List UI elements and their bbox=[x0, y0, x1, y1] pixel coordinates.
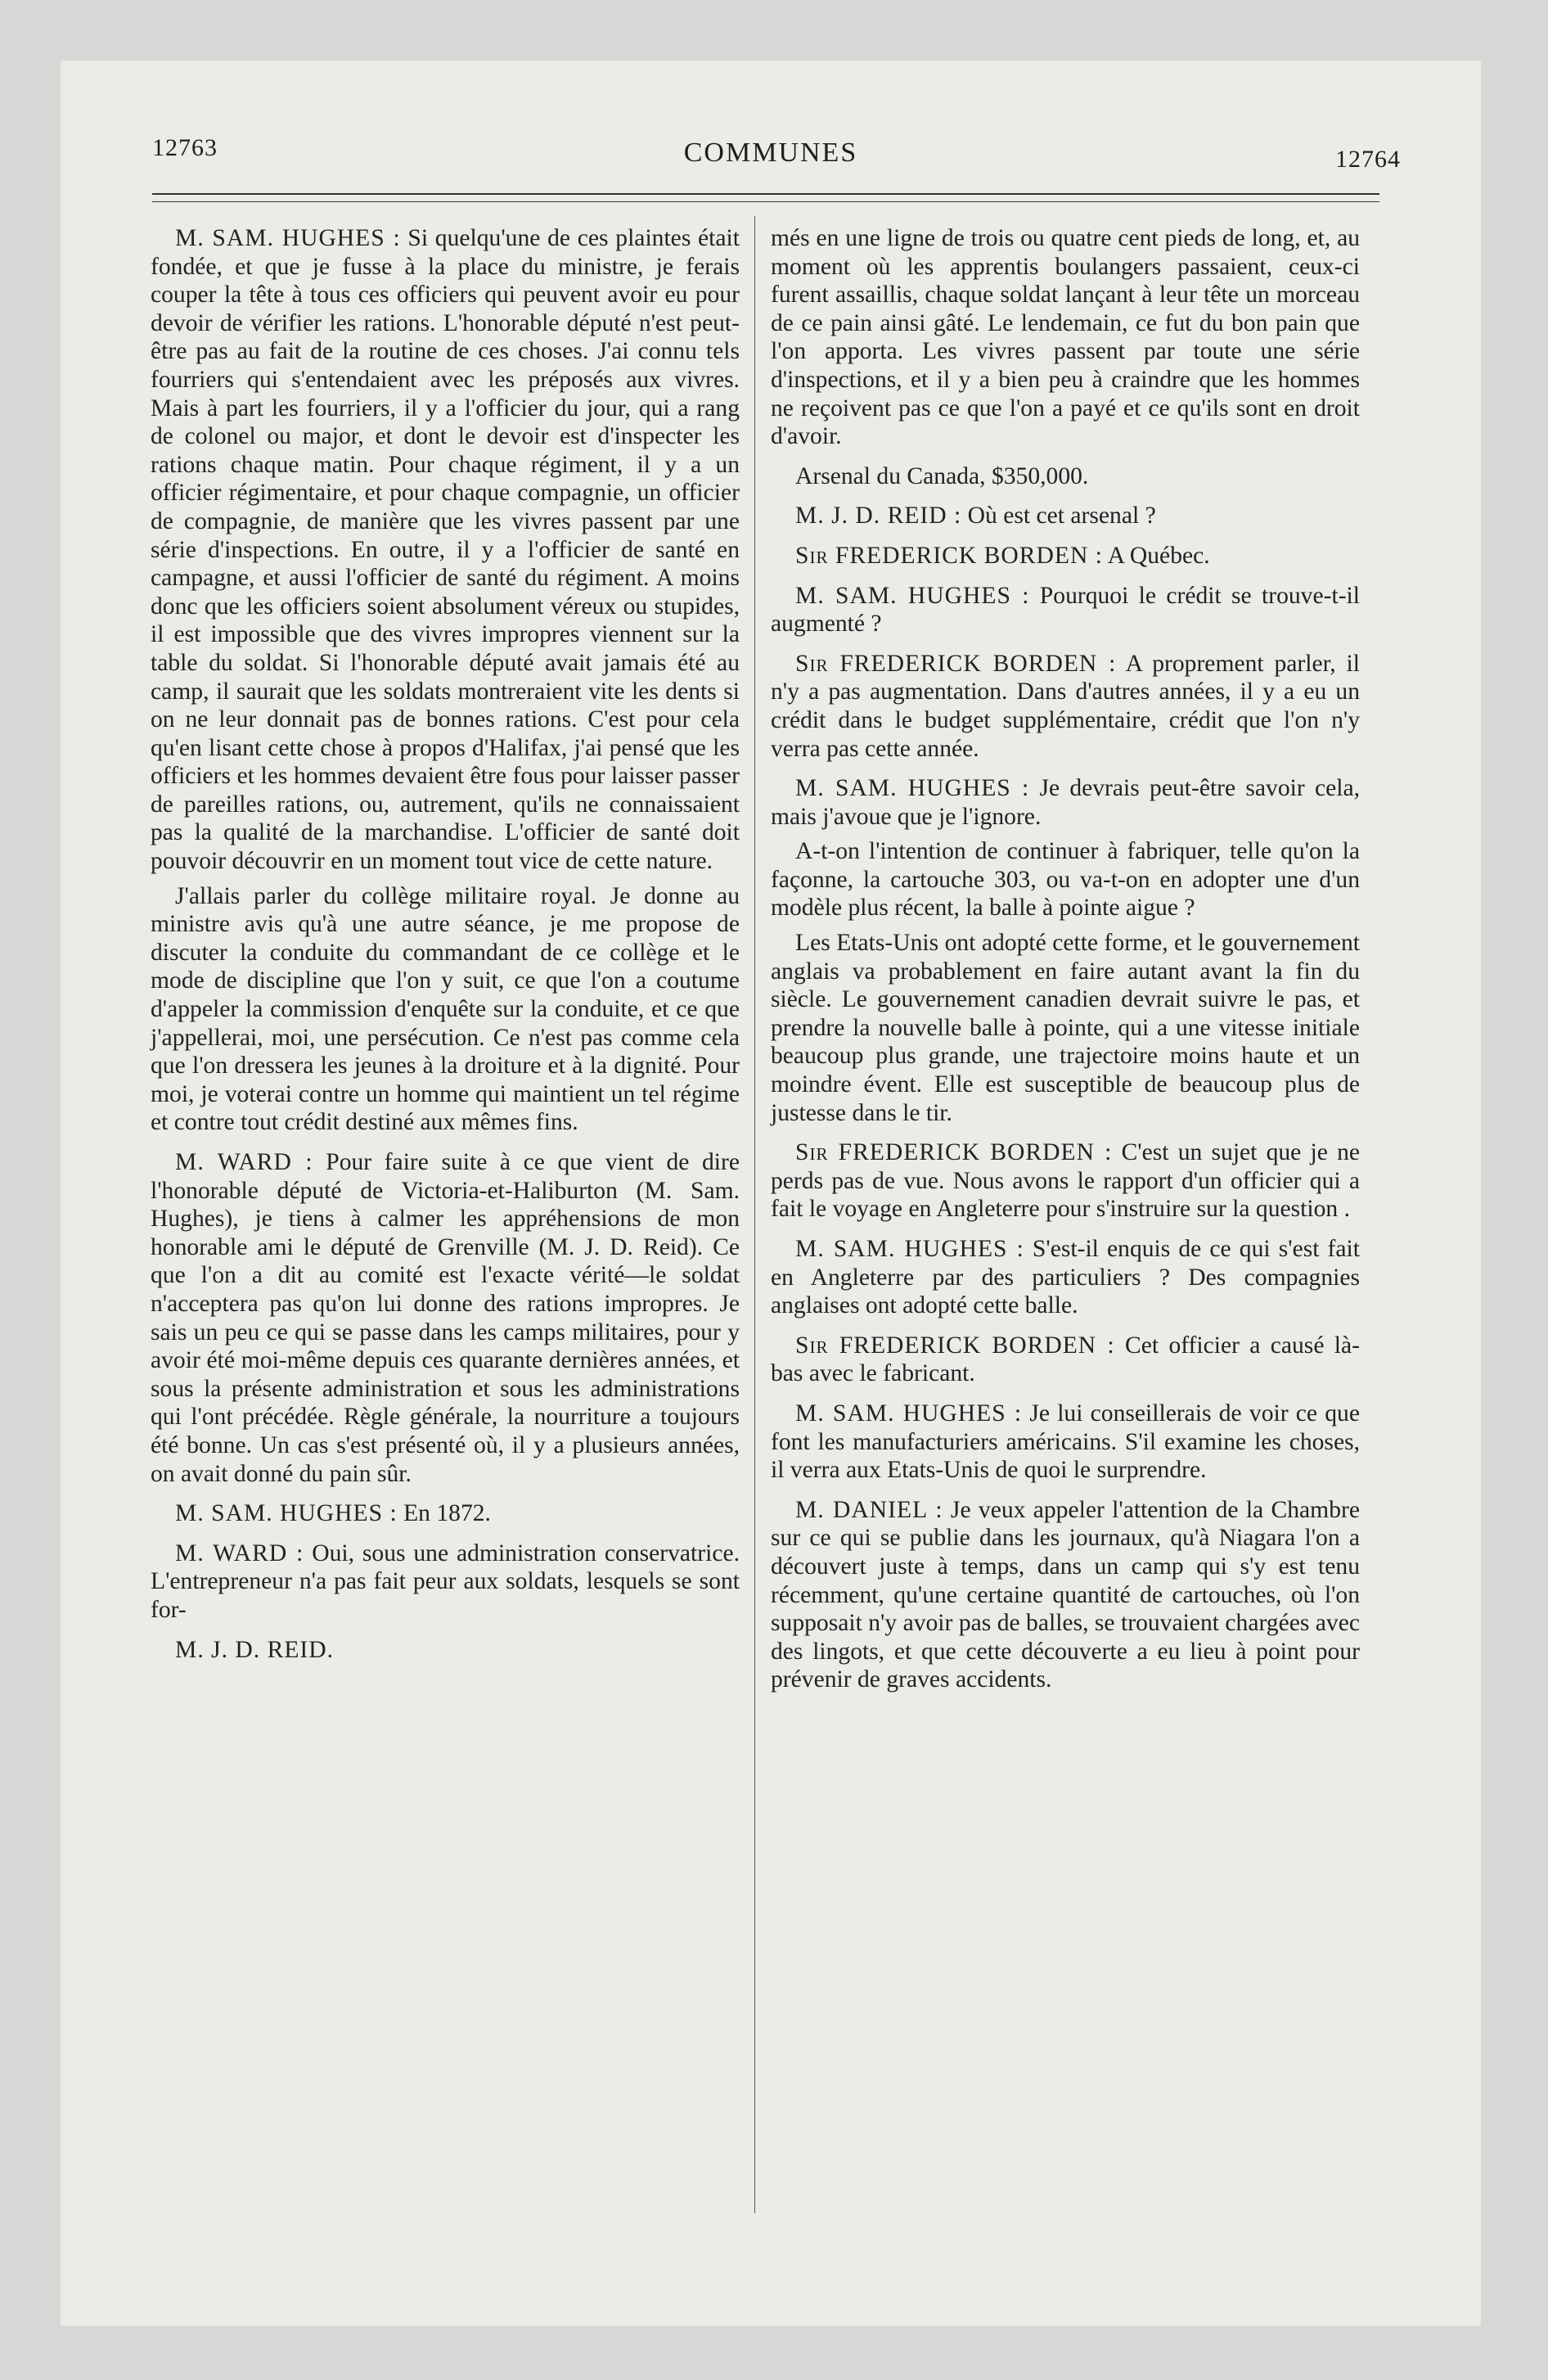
header-rule-thin bbox=[152, 201, 1379, 202]
paragraph bbox=[151, 1539, 740, 1625]
paragraph-text: Cet officier a causé là-bas avec le fabricant. bbox=[771, 1332, 1360, 1387]
paragraph-text: més en une ligne de trois ou quatre cent pieds de long, et, au moment où les apprentis boulangers passaient, ceux-ci furent assaillis, chaque soldat lançant à leur tête un morceau de ce pain ainsi gâté. Le lendemain, ce fut du bon pain que l'on apporta. Les vivres passent par toute une série d'inspections, et il y a bien peu à craindre que les hommes ne reçoivent pas ce que l'on a payé et ce qu'ils sont en droit d'avoir. bbox=[771, 225, 1360, 450]
speaker-name: M. DANIEL : bbox=[795, 1496, 943, 1523]
paragraph bbox=[771, 1138, 1360, 1224]
paragraph bbox=[771, 1496, 1360, 1694]
paragraph-text: Pour faire suite à ce que vient de dire l'honorable député de Victoria-et-Haliburton (M. Sam. Hughes), je tiens à calmer les appréhensions de mon honorable ami le député de Grenville (M. J. D. Reid). Ce que l'on a dit au comité est l'exacte vérité—le soldat n'acceptera pas qu'on lui donne des rations impropres. Je sais un peu ce qui se passe dans les camps militaires, pour y avoir été moi-même depuis ces quarante dernières années, et sous la présente administration et sous les administrations qui l'ont précédée. Règle générale, la nourriture a toujours été bonne. Un cas s'est présenté où, il y a plusieurs années, on avait donné du pain sûr. bbox=[151, 1149, 740, 1487]
paragraph-text: Les Etats-Unis ont adopté cette forme, et le gouvernement anglais va probablement en faire autant avant la fin du siècle. Le gouvernement canadien devrait suivre le pas, et prendre la nouvelle balle à pointe, qui a une vitesse initiale beaucoup plus grande, une trajectoire moins haute et un moindre évent. Elle est susceptible de beaucoup plus de justesse dans le tir. bbox=[771, 930, 1360, 1126]
paragraph bbox=[771, 1235, 1360, 1320]
paragraph bbox=[771, 502, 1360, 530]
paragraph bbox=[771, 1332, 1360, 1388]
right-column bbox=[771, 224, 1360, 1701]
speaker-name: M. WARD : bbox=[175, 1149, 313, 1175]
paragraph-text: Je veux appeler l'attention de la Chambre sur ce qui se publie dans les journaux, qu'à Niagara l'on a découvert juste à temps, dans un camp qui s'y est tenu récemment, qu'une certaine quantité de cartouches, où l'on supposait n'y avoir pas de balles, se trouvaient chargées avec des lingots, et que cette découverte a eu lieu à point pour prévenir de graves accidents. bbox=[771, 1496, 1360, 1693]
paragraph-text: C'est un sujet que je ne perds pas de vue. Nous avons le rapport d'un officier qui a fait le voyage en Angleterre pour s'instruire sur la question . bbox=[771, 1139, 1360, 1223]
speaker-name: Sir FREDERICK BORDEN : bbox=[795, 650, 1117, 677]
speaker-name: Sir FREDERICK BORDEN : bbox=[795, 542, 1103, 569]
paragraph-text: A proprement parler, il n'y a pas augmentation. Dans d'autres années, il y a eu un crédit dans le budget supplémentaire, crédit que l'on n'y verra pas cette année. bbox=[771, 650, 1360, 762]
paragraph bbox=[151, 224, 740, 876]
column-divider bbox=[754, 216, 755, 2213]
paragraph bbox=[151, 882, 740, 1137]
paragraph bbox=[771, 929, 1360, 1127]
paragraph-text: En 1872. bbox=[397, 1500, 491, 1527]
paragraph bbox=[771, 1400, 1360, 1485]
paragraph-text: Oui, sous une administration conservatrice. L'entrepreneur n'a pas fait peur aux soldats, lesquels se sont for- bbox=[151, 1539, 740, 1623]
paragraph-text: S'est-il enquis de ce qui s'est fait en Angleterre par des particuliers ? Des compagnies anglaises ont adopté cette balle. bbox=[771, 1236, 1360, 1319]
speaker-name: M. SAM. HUGHES : bbox=[175, 225, 401, 251]
speaker-name: M. SAM. HUGHES : bbox=[175, 1500, 398, 1527]
page-header-title: COMMUNES bbox=[683, 137, 858, 168]
paragraph bbox=[771, 774, 1360, 831]
paragraph bbox=[771, 542, 1360, 570]
paragraph-text: A-t-on l'intention de continuer à fabriquer, telle qu'on la façonne, la cartouche 303, ou va-t-on en adopter une d'un modèle plus récent, la balle à pointe aigue ? bbox=[771, 838, 1360, 922]
paragraph bbox=[771, 224, 1360, 451]
speaker-name: M. SAM. HUGHES : bbox=[795, 1236, 1024, 1262]
paragraph-text: Je lui conseillerais de voir ce que font les manufacturiers américains. S'il examine les choses, il verra aux Etats-Unis de quoi le surprendre. bbox=[771, 1400, 1360, 1484]
speaker-name: Sir FREDERICK BORDEN : bbox=[795, 1139, 1113, 1166]
speaker-name: M. SAM. HUGHES : bbox=[795, 1400, 1023, 1427]
speaker-name: M. J. D. REID. bbox=[175, 1636, 335, 1663]
paragraph bbox=[151, 1499, 740, 1528]
paragraph-text: A Québec. bbox=[1102, 542, 1210, 569]
paragraph-text: J'allais parler du collège militaire royal. Je donne au ministre avis qu'à une autre séance, je me propose de discuter la conduite du commandant de ce collège et le mode de discipline que l'on y suit, ce que l'on a coutume d'appeler la commission d'enquête sur la conduite, et ce que j'appellerai, moi, une persécution. Ce n'est pas comme cela que l'on dressera les jeunes à la droiture et à la dignité. Pour moi, je voterai contre un homme qui maintient un tel régime et contre tout crédit destiné aux mêmes fins. bbox=[151, 882, 740, 1136]
speaker-name: M. SAM. HUGHES : bbox=[795, 775, 1030, 802]
speaker-name: M. SAM. HUGHES : bbox=[795, 582, 1030, 609]
header-rule bbox=[152, 193, 1379, 195]
paragraph bbox=[151, 1148, 740, 1488]
scanned-page bbox=[61, 61, 1481, 2326]
left-page-number: 12763 bbox=[152, 134, 218, 161]
speaker-name: Sir FREDERICK BORDEN : bbox=[795, 1332, 1115, 1359]
paragraph bbox=[771, 837, 1360, 922]
paragraph-text: Si quelqu'une de ces plaintes était fondée, et que je fusse à la place du ministre, je ferais couper la tête à tous ces officiers qui peuvent avoir eu pour devoir de vérifier les rations. L'honorable député n'est peut-être pas au fait de la routine de ces choses. J'ai connu tels fourriers qui s'entendaient avec les préposés aux vivres. Mais à part les fourriers, il y a l'officier du jour, qui a rang de colonel ou major, et dont le devoir est d'inspecter les rations chaque matin. Pour chaque régiment, il y a un officier régimentaire, et pour chaque compagnie, un officier de compagnie, de manière que les vivres passent par une série d'inspections. En outre, il y a l'officier de santé en campagne, et aussi l'officier de santé du régiment. A moins donc que les officiers soient absolument véreux ou stupides, il est impossible que des vivres impropres viennent sur la table du soldat. Si l'honorable député avait jamais été au camp, il saurait que les soldats montreraient vite les dents si on ne leur donnait pas de bonnes rations. C'est pour cela qu'en lisant cette chose à propos d'Halifax, j'ai pensé que les officiers et les hommes devaient être fous pour laisser passer de pareilles rations, ou, autrement, qu'ils ne connaissaient pas la qualité de la marchandise. L'officier de santé doit pouvoir découvrir en un moment tout vice de cette nature. bbox=[151, 225, 740, 875]
speaker-name: M. J. D. REID : bbox=[795, 503, 962, 530]
right-page-number: 12764 bbox=[1335, 146, 1401, 173]
paragraph bbox=[771, 650, 1360, 763]
paragraph-text: Je devrais peut-être savoir cela, mais j'avoue que je l'ignore. bbox=[771, 775, 1360, 830]
paragraph-text: Arsenal du Canada, $350,000. bbox=[795, 462, 1089, 489]
paragraph bbox=[151, 1636, 740, 1665]
paragraph bbox=[771, 462, 1360, 491]
paragraph bbox=[771, 582, 1360, 638]
paragraph-text: Pourquoi le crédit se trouve-t-il augmenté ? bbox=[771, 582, 1360, 638]
paragraph-text: Où est cet arsenal ? bbox=[961, 503, 1156, 530]
left-column bbox=[151, 224, 740, 1670]
speaker-name: M. WARD : bbox=[175, 1539, 304, 1566]
